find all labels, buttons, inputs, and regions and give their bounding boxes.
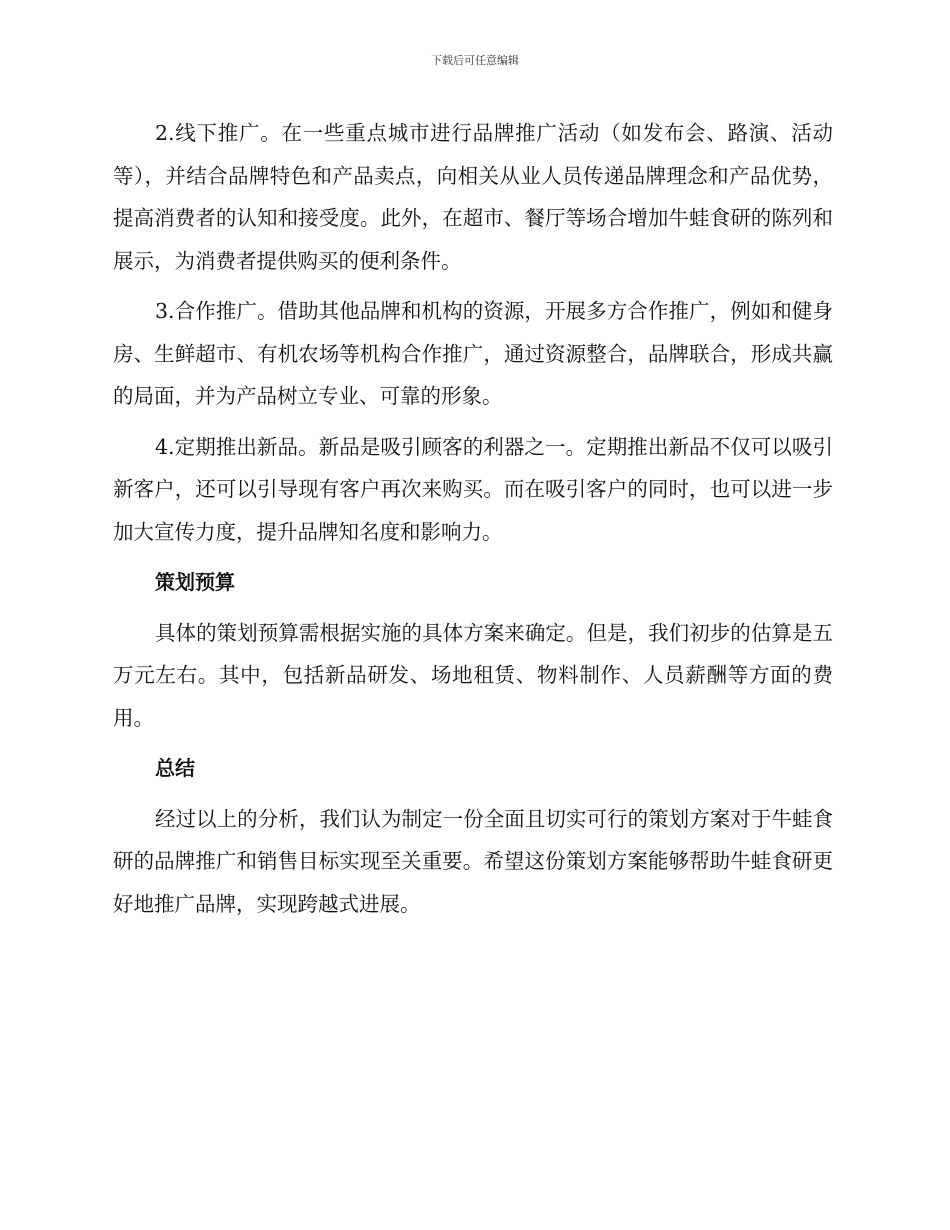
heading-summary: 总结 <box>155 756 195 780</box>
paragraph-cooperative-promotion: 3.合作推广。借助其他品牌和机构的资源，开展多方合作推广，例如和健身房、生鲜超市、有机农场等机构合作推广，通过资源整合，品牌联合，形成共赢的局面，并为产品树立专业、可靠的形象。 <box>113 299 833 408</box>
header-note: 下载后可任意编辑 <box>431 54 519 67</box>
paragraph-budget: 具体的策划预算需根据实施的具体方案来确定。但是，我们初步的估算是五万元左右。其中，包括新品研发、场地租赁、物料制作、人员薪酬等方面的费用。 <box>113 620 833 730</box>
paragraph-summary: 经过以上的分析，我们认为制定一份全面且切实可行的策划方案对于牛蛙食研的品牌推广和销售目标实现至关重要。希望这份策划方案能够帮助牛蛙食研更好地推广品牌，实现跨越式进展。 <box>113 806 833 916</box>
heading-budget: 策划预算 <box>155 570 235 594</box>
document-body <box>113 112 833 925</box>
paragraph-new-products: 4.定期推出新品。新品是吸引顾客的利器之一。定期推出新品不仅可以吸引新客户，还可以引导现有客户再次来购买。而在吸引客户的同时，也可以进一步加大宣传力度，提升品牌知名度和影响力。 <box>113 434 833 544</box>
paragraph-offline-promotion: 2.线下推广。在一些重点城市进行品牌推广活动（如发布会、路演、活动等），并结合品牌特色和产品卖点，向相关从业人员传递品牌理念和产品优势，提高消费者的认知和接受度。此外，在超市、餐厅等场合增加牛蛙食研的陈列和展示，为消费者提供购买的便利条件。 <box>113 121 833 273</box>
